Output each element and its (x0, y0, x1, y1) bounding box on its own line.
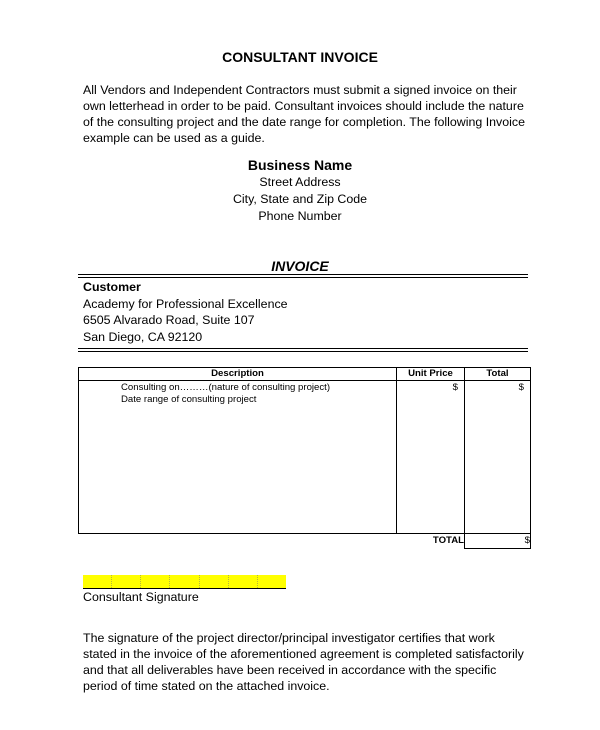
customer-block (83, 279, 288, 345)
unit-price-symbol: $ (452, 382, 458, 393)
description-line-2: Date range of consulting project (121, 394, 257, 405)
business-street: Street Address (259, 175, 341, 189)
header-description: Description (79, 368, 397, 381)
total-row (79, 534, 531, 549)
total-cell (465, 381, 531, 534)
table-row (79, 381, 531, 534)
unit-price-cell (397, 381, 465, 534)
header-unit-price: Unit Price (397, 368, 465, 381)
signature-label: Consultant Signature (83, 590, 199, 604)
business-city-state-zip: City, State and Zip Code (232, 192, 368, 206)
document-title: CONSULTANT INVOICE (222, 49, 378, 65)
line-items-table (78, 367, 531, 549)
business-name: Business Name (247, 157, 353, 173)
customer-name: Academy for Professional Excellence (83, 296, 288, 311)
total-spacer (79, 534, 397, 549)
divider-top-1 (78, 274, 528, 275)
business-phone: Phone Number (258, 209, 342, 223)
total-label: TOTAL (432, 535, 464, 547)
intro-paragraph: All Vendors and Independent Contractors must submit a signed invoice on their own letterhead in order to be paid. Consultant invoices should include the nature of the consulting project and the date range for completion. The following Invoice example can be used as a guide. (83, 83, 525, 145)
customer-city: San Diego, CA 92120 (83, 329, 203, 344)
invoice-title: INVOICE (271, 258, 329, 274)
business-block (0, 156, 600, 225)
divider-mid-1 (78, 348, 528, 349)
grand-total-value: $ (465, 534, 531, 549)
divider-top-2 (78, 277, 528, 278)
customer-address: 6505 Alvarado Road, Suite 107 (83, 313, 255, 327)
table-header-row (79, 368, 531, 381)
description-cell (79, 381, 397, 534)
signature-field[interactable] (83, 575, 286, 588)
signature-line (83, 588, 286, 589)
total-symbol: $ (518, 382, 524, 393)
certification-paragraph: The signature of the project director/principal investigator certifies that work stated in the invoice of the aforementioned agreement is completed satisfactorily and that all deliverables have been received in accordance with the specific period of time stated on the attached invoice. (83, 631, 524, 693)
description-line-1: Consulting on………(nature of consulting project) (121, 382, 331, 393)
header-total: Total (465, 368, 531, 381)
customer-label: Customer (83, 280, 141, 294)
divider-mid-2 (78, 351, 528, 352)
